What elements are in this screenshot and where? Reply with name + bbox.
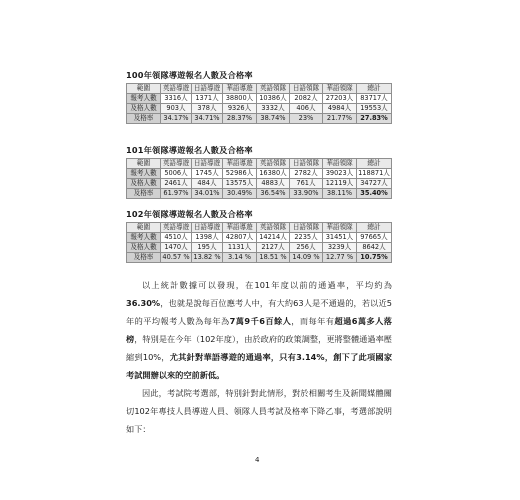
table-cell: 34.71% — [192, 114, 223, 124]
body-paragraph-2: 因此，考試院考選部，特別針對此情形，對於相關考生及新聞媒體關切102年專技人員導遊人員、領隊人員考試及格率下降乙事，考選部說明如下： — [126, 388, 392, 434]
row-label: 報考人數 — [127, 94, 161, 104]
table-cell: 38800人 — [223, 94, 257, 104]
table-header-row — [127, 223, 392, 233]
table-cell: 14214人 — [257, 233, 290, 243]
row-label: 及格率 — [127, 189, 161, 199]
table-row — [127, 104, 392, 114]
header-cell: 總計 — [357, 84, 392, 94]
row-label: 及格率 — [127, 253, 161, 263]
table-cell: 42807人 — [223, 233, 257, 243]
table-cell: 195人 — [192, 243, 223, 253]
table-cell: 1371人 — [192, 94, 223, 104]
header-cell: 華語導遊 — [223, 223, 257, 233]
paragraph-text: ，也就是說每百位應考人中，有大約63人是不通過的，若以近5年的平均報考人數為每年為 — [126, 298, 392, 326]
table-cell: 2127人 — [257, 243, 290, 253]
header-cell: 日語導遊 — [192, 223, 223, 233]
table-header-row — [127, 159, 392, 169]
table-cell: 13575人 — [223, 179, 257, 189]
table-cell: 484人 — [192, 179, 223, 189]
table-cell: 83717人 — [357, 94, 392, 104]
table-cell: 52986人 — [223, 169, 257, 179]
paragraph-emphasis: 36.30% — [126, 298, 161, 308]
table-cell: 10386人 — [257, 94, 290, 104]
table-cell: 4883人 — [257, 179, 290, 189]
header-cell: 英語領隊 — [257, 223, 290, 233]
table-cell: 21.77% — [323, 114, 357, 124]
table-cell: 30.49% — [223, 189, 257, 199]
table-row — [127, 233, 392, 243]
table-cell: 33.90% — [290, 189, 323, 199]
row-label: 及格人數 — [127, 104, 161, 114]
table-cell: 2461人 — [161, 179, 192, 189]
header-cell: 華語領隊 — [323, 223, 357, 233]
table-cell: 14.09 % — [290, 253, 323, 263]
table-cell: 2235人 — [290, 233, 323, 243]
header-cell: 華語領隊 — [323, 84, 357, 94]
header-cell: 總計 — [357, 159, 392, 169]
table-cell: 36.54% — [257, 189, 290, 199]
table-cell: 12.77 % — [323, 253, 357, 263]
table-cell: 38.11% — [323, 189, 357, 199]
table-cell: 1745人 — [192, 169, 223, 179]
stats-table-102 — [126, 222, 392, 263]
header-cell: 華語導遊 — [223, 84, 257, 94]
table-row — [127, 94, 392, 104]
table-cell: 5006人 — [161, 169, 192, 179]
header-cell: 總計 — [357, 223, 392, 233]
table-cell: 406人 — [290, 104, 323, 114]
header-cell: 範圍 — [127, 159, 161, 169]
table-cell: 378人 — [192, 104, 223, 114]
table-cell: 97665人 — [357, 233, 392, 243]
header-cell: 英語導遊 — [161, 223, 192, 233]
header-cell: 英語領隊 — [257, 159, 290, 169]
header-cell: 範圍 — [127, 223, 161, 233]
header-cell: 日語導遊 — [192, 84, 223, 94]
table-header-row — [127, 84, 392, 94]
row-label: 及格率 — [127, 114, 161, 124]
table-row — [127, 169, 392, 179]
table-cell: 3.14 % — [223, 253, 257, 263]
table-cell: 34.17% — [161, 114, 192, 124]
table-cell: 118871人 — [358, 169, 390, 177]
table-row — [127, 253, 392, 263]
table-cell: 1470人 — [161, 243, 192, 253]
table-cell: 19553人 — [357, 104, 392, 114]
table-cell: 2082人 — [290, 94, 323, 104]
paragraph-emphasis: 尤其針對華語導遊的通過率，只有3.14%，創下了此項國家考試開辦以來的空前新低。 — [126, 352, 393, 380]
paragraph-text: 以上統計數據可以發現，在101年度以前的通過率，平均約為 — [142, 280, 392, 290]
table-cell: 1398人 — [192, 233, 223, 243]
table-cell: 3332人 — [257, 104, 290, 114]
table-row — [127, 243, 392, 253]
table-cell: 12119人 — [323, 179, 357, 189]
row-label: 及格人數 — [127, 179, 161, 189]
table-cell: 40.57 % — [162, 253, 190, 261]
table-cell: 27203人 — [323, 94, 357, 104]
table-cell: 903人 — [161, 104, 192, 114]
table-cell: 34727人 — [357, 179, 392, 189]
header-cell: 日語領隊 — [290, 223, 323, 233]
paragraph-text: ，特別是在今年（102年度），由於政府的政策調整，更將整體通過率壓縮到10%， — [126, 334, 392, 362]
table-cell: 16380人 — [257, 169, 290, 179]
header-cell: 華語領隊 — [323, 159, 357, 169]
table-title-101: 101年領隊導遊報名人數及合格率 — [126, 145, 253, 155]
table-cell: 13.82 % — [193, 253, 221, 261]
table-row — [127, 179, 392, 189]
table-cell: 23% — [290, 114, 323, 124]
table-row — [127, 189, 392, 199]
stats-table-100 — [126, 83, 392, 124]
header-cell: 華語導遊 — [223, 159, 257, 169]
body-paragraph-1 — [126, 276, 392, 384]
table-cell: 9326人 — [223, 104, 257, 114]
table-cell: 18.51 % — [257, 253, 290, 263]
paragraph-emphasis: 7萬9千6百餘人 — [229, 316, 292, 326]
table-cell: 3316人 — [161, 94, 192, 104]
header-cell: 範圍 — [127, 84, 161, 94]
table-cell: 38.74% — [257, 114, 290, 124]
table-title-100: 100年領隊導遊報名人數及合格率 — [126, 70, 253, 80]
paragraph-text: ，而每年有 — [291, 316, 335, 326]
table-cell-total: 35.40% — [357, 189, 392, 199]
table-cell: 256人 — [290, 243, 323, 253]
header-cell: 日語導遊 — [192, 159, 223, 169]
table-cell: 8642人 — [357, 243, 392, 253]
table-cell: 4984人 — [323, 104, 357, 114]
table-cell: 761人 — [290, 179, 323, 189]
table-cell: 39023人 — [323, 169, 357, 179]
header-cell: 日語領隊 — [290, 159, 323, 169]
row-label: 及格人數 — [127, 243, 161, 253]
table-cell: 2782人 — [290, 169, 323, 179]
table-cell: 28.37% — [223, 114, 257, 124]
table-cell-total: 10.75% — [357, 253, 392, 263]
header-cell: 英語導遊 — [161, 84, 192, 94]
table-cell-total: 27.83% — [357, 114, 392, 124]
table-row — [127, 114, 392, 124]
header-cell: 日語領隊 — [290, 84, 323, 94]
table-cell: 61.97% — [161, 189, 192, 199]
row-label: 報考人數 — [127, 233, 161, 243]
table-cell: 4510人 — [161, 233, 192, 243]
table-cell: 1131人 — [223, 243, 257, 253]
table-cell: 34.01% — [192, 189, 223, 199]
table-title-102: 102年領隊導遊報名人數及合格率 — [126, 209, 253, 219]
table-cell: 3239人 — [323, 243, 357, 253]
row-label: 報考人數 — [127, 169, 161, 179]
table-cell: 31451人 — [323, 233, 357, 243]
page-number: 4 — [255, 456, 260, 464]
header-cell: 英語導遊 — [161, 159, 192, 169]
header-cell: 英語領隊 — [257, 84, 290, 94]
stats-table-101 — [126, 158, 392, 199]
paragraph-emphasis: 超過6萬多人落榜 — [126, 316, 392, 344]
